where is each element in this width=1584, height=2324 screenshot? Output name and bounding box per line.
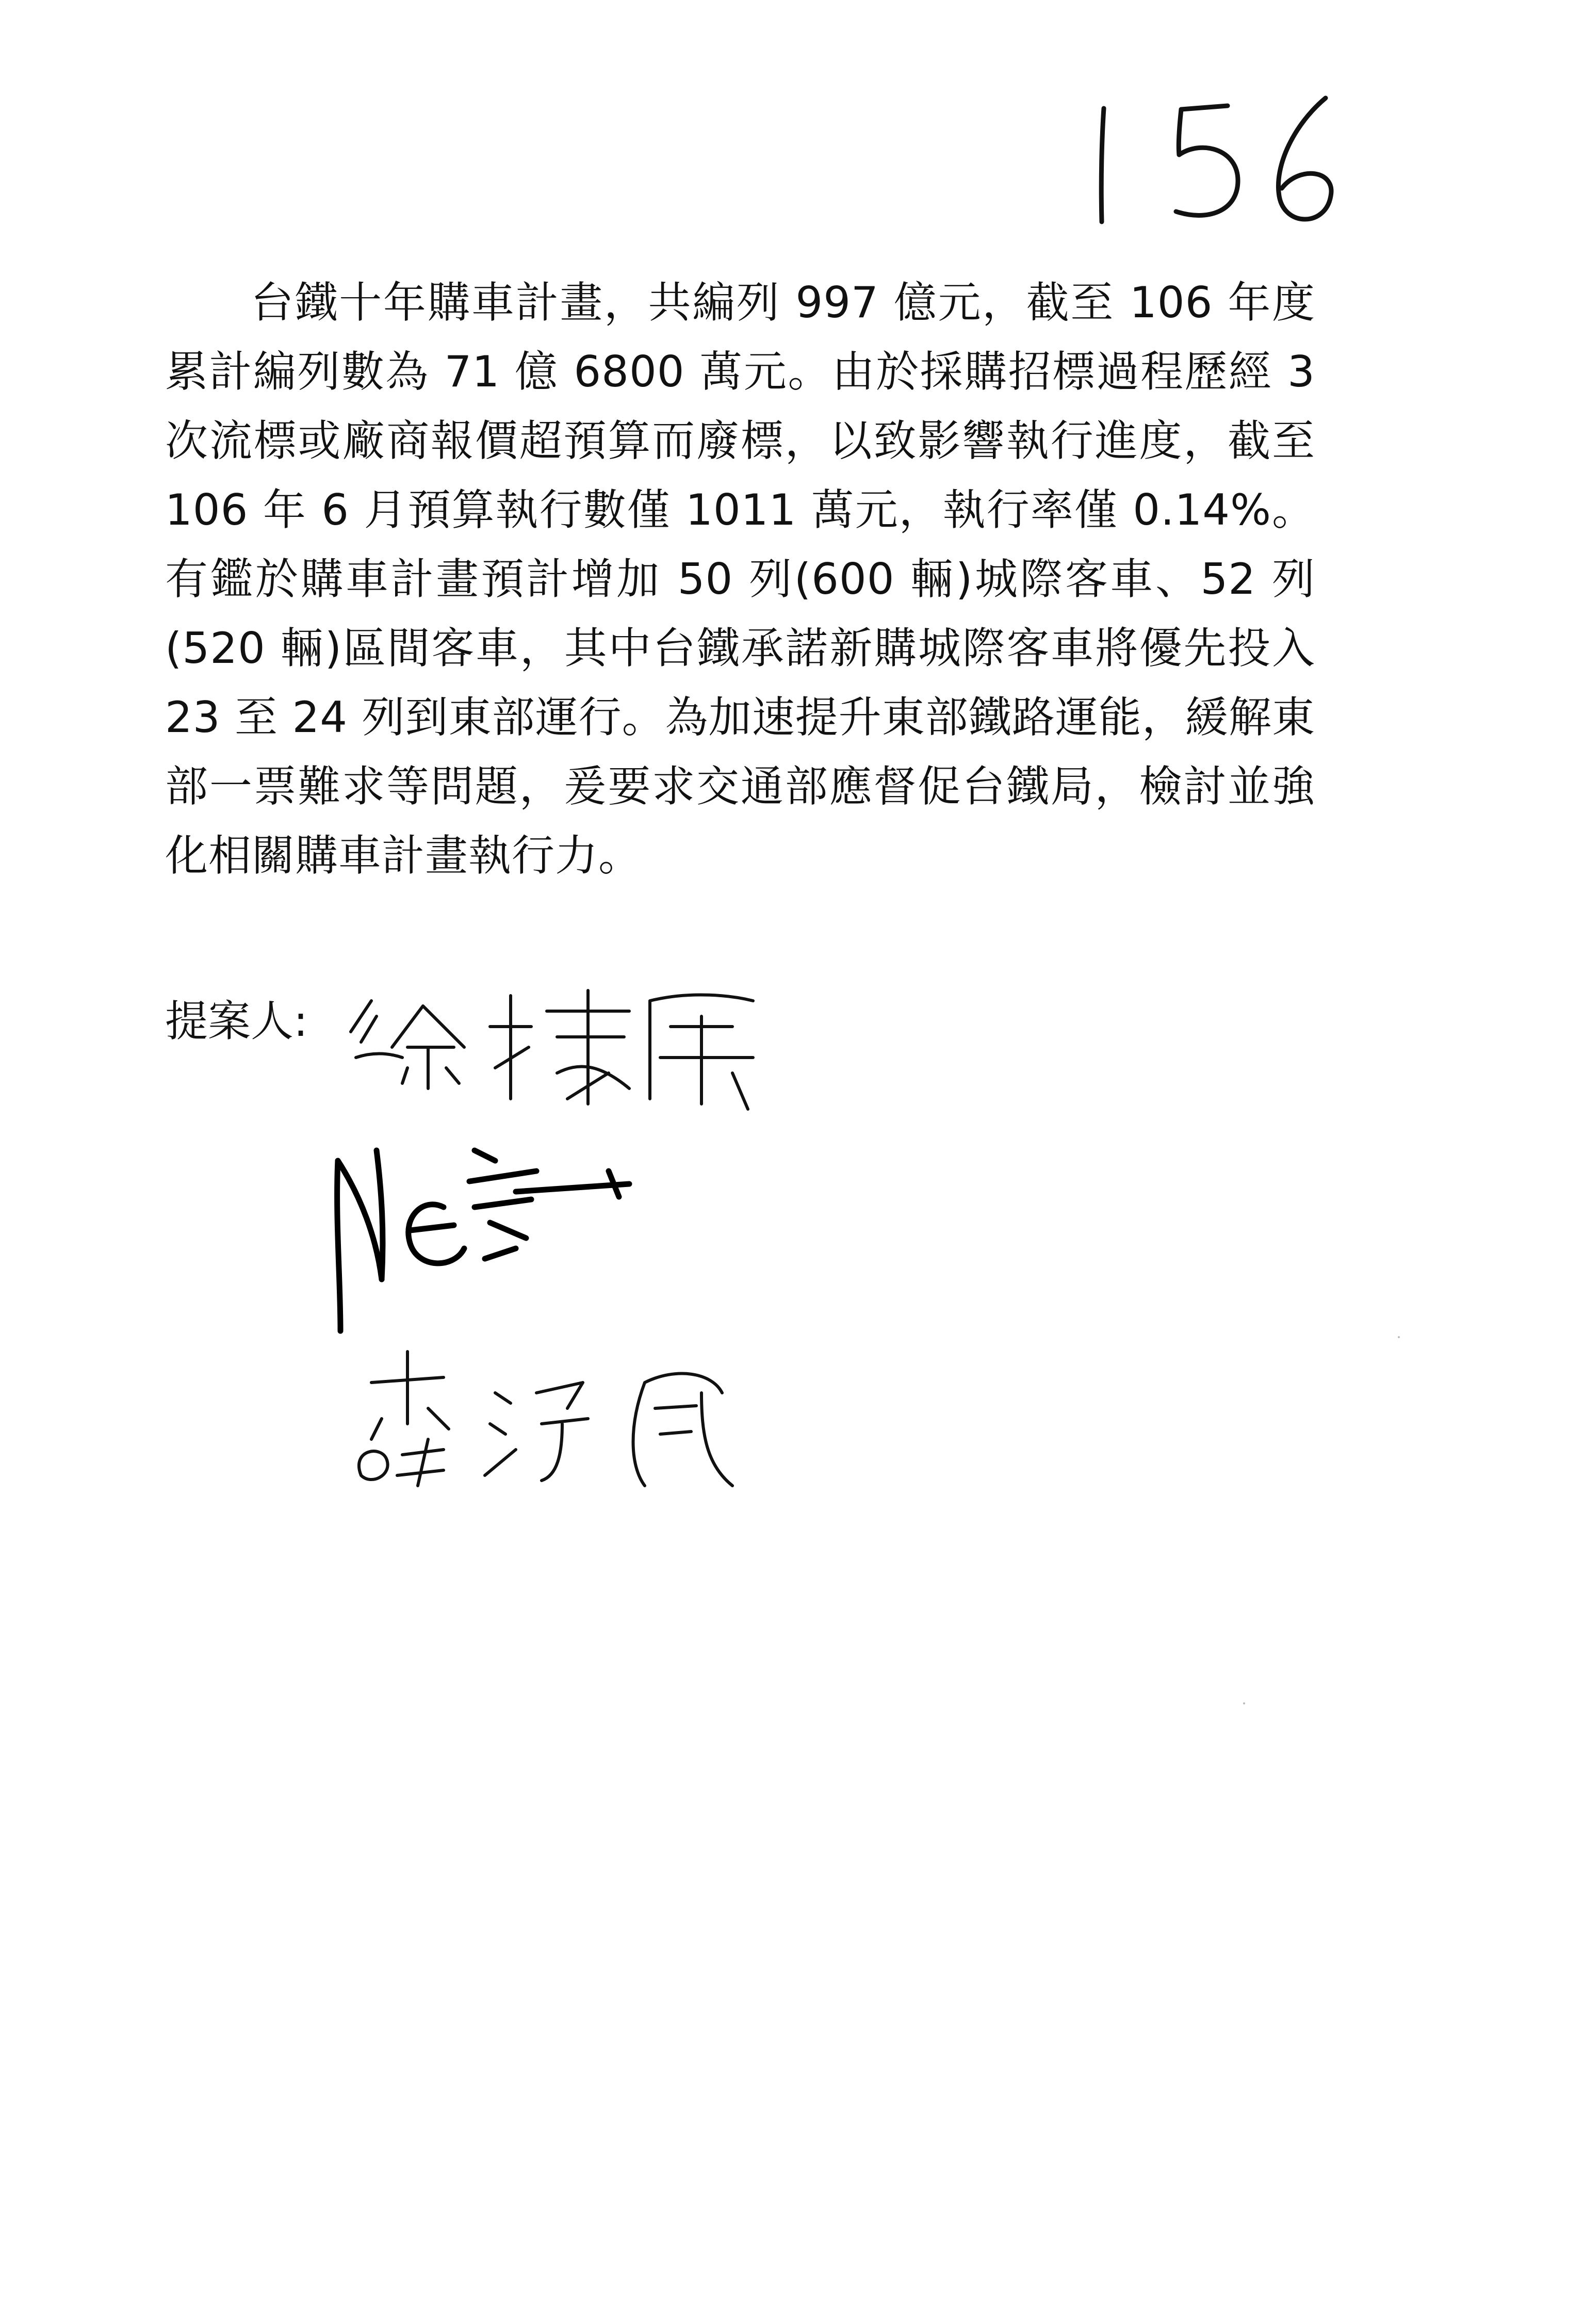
handwritten-signature-icon bbox=[340, 970, 784, 1119]
handwritten-signature-icon bbox=[340, 1321, 763, 1496]
scan-speck bbox=[1243, 1702, 1245, 1704]
proposer-signature-1 bbox=[340, 970, 784, 1119]
page-number bbox=[1083, 77, 1372, 237]
proposal-paragraph: 台鐵十年購車計畫，共編列 997 億元，截至 106 年度累計編列數為 71 億 6800 萬元。由於採購招標過程歷經 3 次流標或廠商報價超預算而廢標，以致影響執行進度，截至 106 年 6 月預算執行數僅 1011 萬元，執行率僅 0.14%。有鑑於購車計畫預計增加 50 列(600 輛)城際客車、52 列(520 輛)區間客車，其中台鐵承諾新購城際客車將優先投入 23 至 24 列到東部運行。為加速提升東部鐵路運能，緩解東部一票難求等問題，爰要求交通部應督促台鐵局，檢討並強化相關購車計畫執行力。 bbox=[165, 278, 1315, 881]
proposer-label: 提案人: bbox=[165, 996, 308, 1046]
handwritten-page-number-icon bbox=[1083, 77, 1372, 237]
scan-speck bbox=[1398, 1336, 1400, 1338]
proposer-signature-3 bbox=[340, 1321, 763, 1496]
